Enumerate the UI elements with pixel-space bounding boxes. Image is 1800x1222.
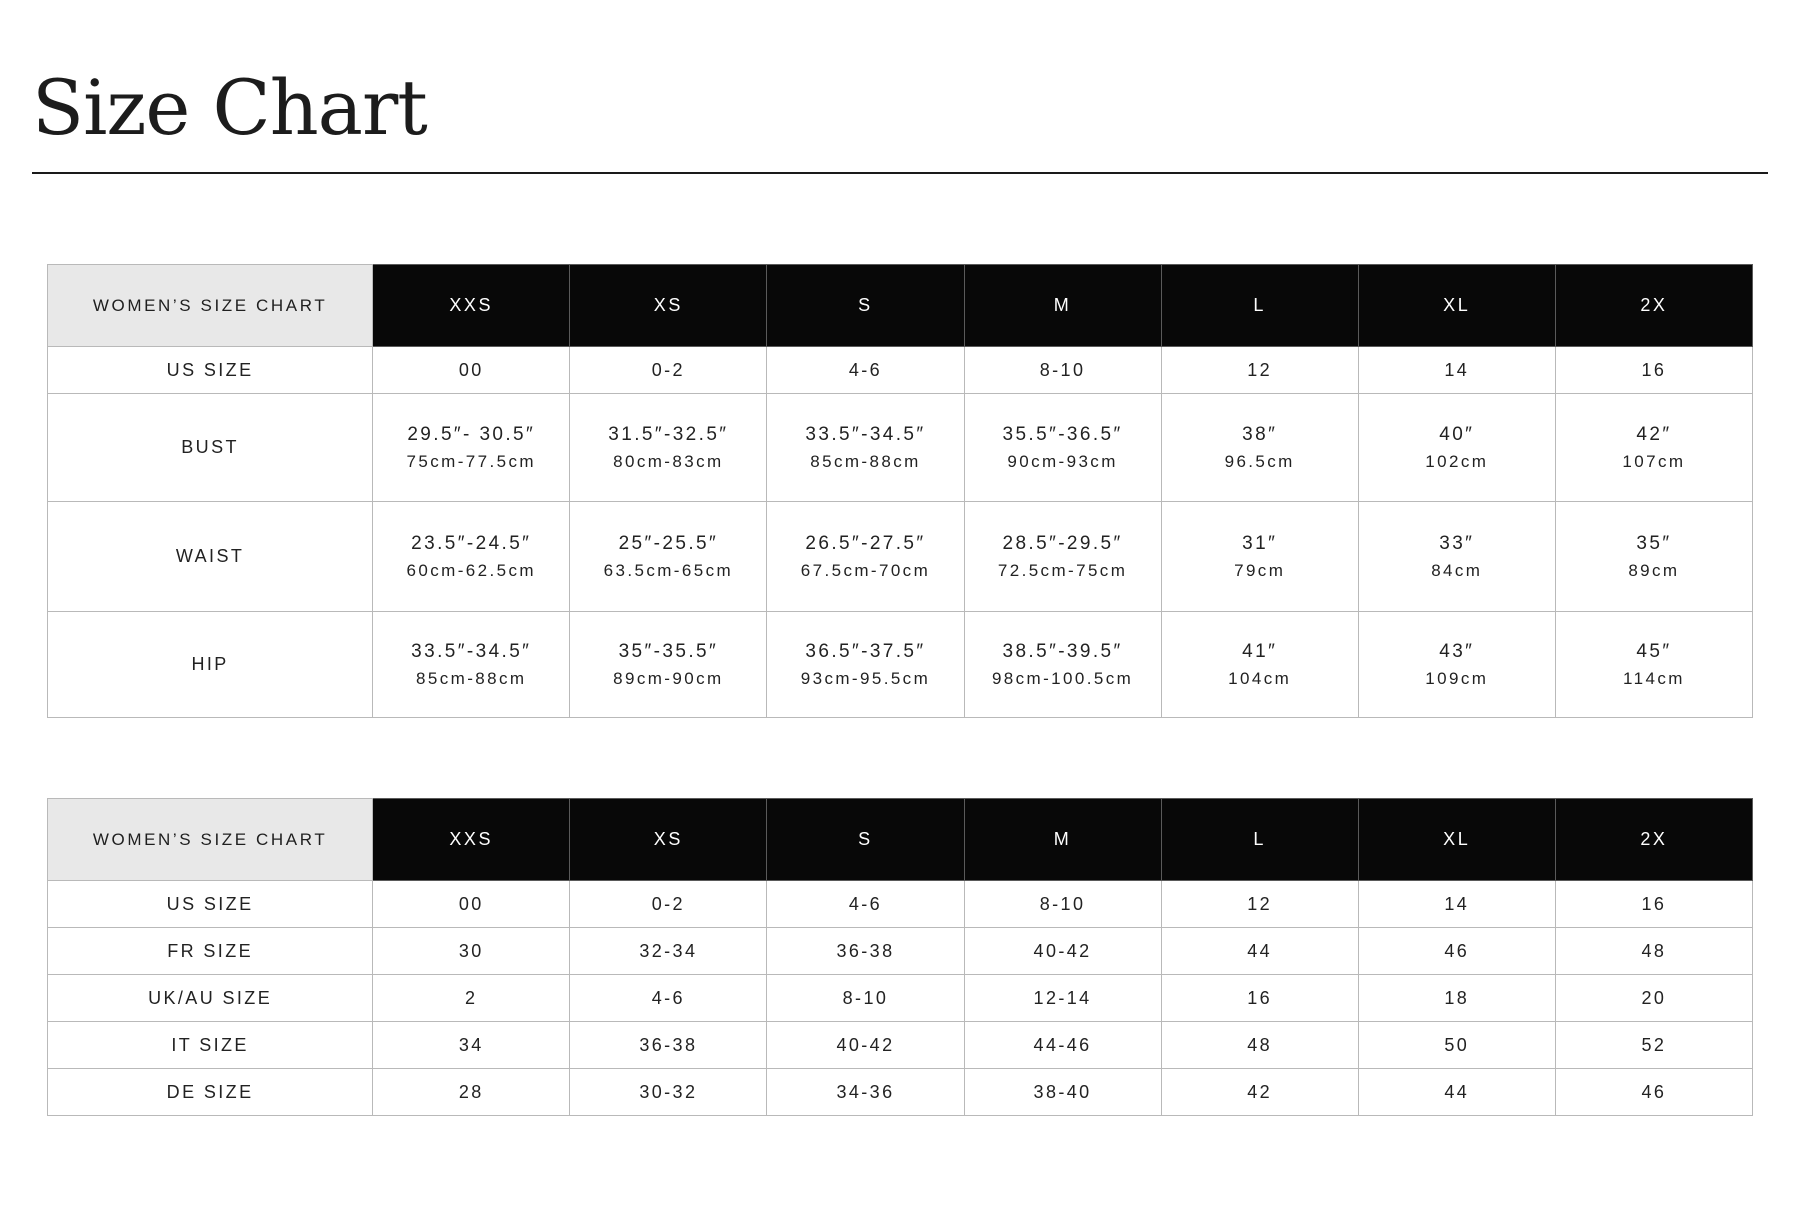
cm-value: 89cm-90cm (613, 668, 724, 688)
size-value: 28 (458, 1081, 484, 1102)
size-value: 46 (1641, 1081, 1667, 1102)
size-value-cell (1555, 347, 1752, 394)
size-value: 12 (1247, 893, 1273, 914)
size-value-cell (570, 1069, 767, 1116)
size-value: 16 (1247, 987, 1273, 1008)
size-value-cell (767, 612, 964, 718)
size-value-cell (767, 502, 964, 612)
inch-value: 26.5″-27.5″ (805, 532, 926, 554)
size-value-cell (1555, 612, 1752, 718)
size-value-cell (570, 881, 767, 928)
cm-value: 67.5cm-70cm (800, 560, 931, 580)
size-value: 34-36 (836, 1081, 895, 1102)
size-value-cell (570, 612, 767, 718)
size-value-cell (373, 928, 570, 975)
inch-value: 28.5″-29.5″ (1002, 532, 1123, 554)
size-value: 0-2 (651, 359, 685, 380)
size-value-cell (1161, 347, 1358, 394)
size-value-cell (767, 1022, 964, 1069)
chart-heading-cell: WOMEN’S SIZE CHART (48, 265, 373, 347)
size-value: 44 (1444, 1081, 1470, 1102)
size-value: 30 (458, 940, 484, 961)
size-value: 8-10 (1039, 893, 1086, 914)
size-value: 16 (1641, 893, 1667, 914)
table-row-it-size (48, 1022, 1753, 1069)
size-value: 20 (1641, 987, 1667, 1008)
inch-value: 35.5″-36.5″ (1002, 423, 1123, 445)
size-value-cell (373, 881, 570, 928)
inch-value: 38″ (1242, 423, 1278, 445)
size-value-cell (767, 881, 964, 928)
cm-value: 98cm-100.5cm (991, 668, 1134, 688)
size-value-cell (570, 928, 767, 975)
size-value-cell (1358, 347, 1555, 394)
cm-value: 96.5cm (1224, 451, 1295, 471)
row-label: HIP (48, 612, 373, 718)
size-value-cell (373, 612, 570, 718)
size-value: 4-6 (651, 987, 685, 1008)
cm-value: 85cm-88cm (416, 668, 527, 688)
cm-value: 84cm (1431, 560, 1483, 580)
size-value: 36-38 (836, 940, 895, 961)
size-value: 34 (458, 1034, 484, 1055)
size-header-row (48, 799, 1753, 881)
size-header-xl: XL (1358, 265, 1555, 347)
row-label: US SIZE (48, 347, 373, 394)
size-value-cell (767, 394, 964, 502)
inch-value: 31″ (1242, 532, 1278, 554)
page-title: Size Chart (32, 63, 427, 152)
size-value-cell (1555, 1069, 1752, 1116)
size-value-cell (570, 394, 767, 502)
size-value: 46 (1444, 940, 1470, 961)
size-value-cell (373, 1022, 570, 1069)
size-value-cell (570, 975, 767, 1022)
inch-value: 38.5″-39.5″ (1002, 640, 1123, 662)
size-value-cell (1358, 1022, 1555, 1069)
size-value-cell (1358, 881, 1555, 928)
inch-value: 40″ (1439, 423, 1475, 445)
size-value-cell (570, 347, 767, 394)
size-value: 0-2 (651, 893, 685, 914)
size-value: 38-40 (1033, 1081, 1092, 1102)
size-value-cell (964, 1069, 1161, 1116)
size-header-m: M (964, 799, 1161, 881)
size-value: 12-14 (1033, 987, 1092, 1008)
row-label: US SIZE (48, 881, 373, 928)
size-value-cell (767, 347, 964, 394)
table-row-bust (48, 394, 1753, 502)
size-value: 52 (1641, 1034, 1667, 1055)
size-header-row (48, 265, 1753, 347)
size-value: 16 (1641, 359, 1667, 380)
size-header-l: L (1161, 265, 1358, 347)
size-value-cell (373, 394, 570, 502)
row-label: WAIST (48, 502, 373, 612)
table-row-uk-au-size (48, 975, 1753, 1022)
size-header-2x: 2X (1555, 265, 1752, 347)
cm-value: 104cm (1228, 668, 1292, 688)
size-value-cell (1161, 612, 1358, 718)
cm-value: 80cm-83cm (613, 451, 724, 471)
inch-value: 45″ (1636, 640, 1672, 662)
size-value: 40-42 (1033, 940, 1092, 961)
size-value-cell (767, 928, 964, 975)
size-value-cell (1161, 881, 1358, 928)
inch-value: 31.5″-32.5″ (608, 423, 729, 445)
size-value: 48 (1641, 940, 1667, 961)
inch-value: 42″ (1636, 423, 1672, 445)
inch-value: 33.5″-34.5″ (411, 640, 532, 662)
inch-value: 36.5″-37.5″ (805, 640, 926, 662)
size-value-cell (1555, 975, 1752, 1022)
size-value-cell (1555, 394, 1752, 502)
size-value: 42 (1247, 1081, 1273, 1102)
inch-value: 29.5″- 30.5″ (407, 423, 536, 445)
size-value-cell (1555, 928, 1752, 975)
title-divider (32, 172, 1768, 174)
size-value-cell (1358, 612, 1555, 718)
size-value: 48 (1247, 1034, 1273, 1055)
size-value: 40-42 (836, 1034, 895, 1055)
cm-value: 72.5cm-75cm (997, 560, 1128, 580)
size-value-cell (1358, 394, 1555, 502)
inch-value: 35″-35.5″ (618, 640, 719, 662)
size-value: 4-6 (848, 359, 883, 380)
inch-value: 43″ (1439, 640, 1475, 662)
size-value: 18 (1444, 987, 1470, 1008)
cm-value: 89cm (1628, 560, 1680, 580)
size-value: 12 (1247, 359, 1273, 380)
row-label: FR SIZE (48, 928, 373, 975)
size-value: 30-32 (639, 1081, 698, 1102)
size-header-s: S (767, 265, 964, 347)
size-value-cell (1555, 502, 1752, 612)
size-value-cell (373, 502, 570, 612)
size-value-cell (964, 612, 1161, 718)
size-value-cell (1161, 975, 1358, 1022)
size-value: 14 (1444, 893, 1470, 914)
cm-value: 107cm (1622, 451, 1686, 471)
row-label: IT SIZE (48, 1022, 373, 1069)
size-value: 00 (458, 893, 484, 914)
size-value: 00 (458, 359, 484, 380)
inch-value: 25″-25.5″ (618, 532, 719, 554)
size-header-xs: XS (570, 265, 767, 347)
cm-value: 63.5cm-65cm (603, 560, 734, 580)
size-value-cell (1161, 394, 1358, 502)
size-header-2x: 2X (1555, 799, 1752, 881)
size-value-cell (1161, 928, 1358, 975)
size-header-m: M (964, 265, 1161, 347)
inch-value: 33.5″-34.5″ (805, 423, 926, 445)
cm-value: 114cm (1623, 668, 1685, 688)
size-value-cell (964, 928, 1161, 975)
size-value-cell (964, 347, 1161, 394)
size-value-cell (570, 502, 767, 612)
size-value-cell (767, 975, 964, 1022)
size-value: 44-46 (1033, 1034, 1092, 1055)
size-table-measurements (47, 264, 1753, 718)
row-label: DE SIZE (48, 1069, 373, 1116)
size-value-cell (767, 1069, 964, 1116)
cm-value: 79cm (1234, 560, 1286, 580)
cm-value: 93cm-95.5cm (800, 668, 931, 688)
size-value-cell (1358, 975, 1555, 1022)
size-value-cell (1555, 881, 1752, 928)
table-row-de-size (48, 1069, 1753, 1116)
size-value-cell (1161, 1022, 1358, 1069)
size-value-cell (964, 1022, 1161, 1069)
cm-value: 90cm-93cm (1007, 451, 1118, 471)
cm-value: 60cm-62.5cm (406, 560, 536, 580)
inch-value: 33″ (1439, 532, 1475, 554)
chart-heading-cell: WOMEN’S SIZE CHART (48, 799, 373, 881)
row-label: BUST (48, 394, 373, 502)
cm-value: 85cm-88cm (810, 451, 921, 471)
size-value-cell (1161, 502, 1358, 612)
cm-value: 75cm-77.5cm (406, 451, 536, 471)
size-value-cell (570, 1022, 767, 1069)
size-header-xxs: XXS (373, 265, 570, 347)
size-value-cell (964, 975, 1161, 1022)
table-row-us-size (48, 347, 1753, 394)
size-value: 8-10 (842, 987, 889, 1008)
size-value-cell (964, 502, 1161, 612)
size-value: 2 (465, 987, 478, 1008)
size-header-xxs: XXS (373, 799, 570, 881)
cm-value: 109cm (1425, 668, 1489, 688)
size-value-cell (373, 347, 570, 394)
size-value: 44 (1247, 940, 1273, 961)
size-header-xs: XS (570, 799, 767, 881)
table-row-hip (48, 612, 1753, 718)
inch-value: 23.5″-24.5″ (411, 532, 532, 554)
size-value: 32-34 (639, 940, 698, 961)
size-value: 4-6 (848, 893, 883, 914)
size-header-s: S (767, 799, 964, 881)
size-value-cell (1358, 502, 1555, 612)
size-value: 14 (1444, 359, 1470, 380)
size-value: 50 (1444, 1034, 1470, 1055)
table-row-waist (48, 502, 1753, 612)
size-value: 36-38 (639, 1034, 698, 1055)
size-value-cell (1358, 1069, 1555, 1116)
size-value-cell (373, 1069, 570, 1116)
table-row-us-size (48, 881, 1753, 928)
size-value-cell (964, 881, 1161, 928)
size-value-cell (964, 394, 1161, 502)
inch-value: 35″ (1636, 532, 1672, 554)
size-value-cell (373, 975, 570, 1022)
cm-value: 102cm (1425, 451, 1489, 471)
size-value-cell (1358, 928, 1555, 975)
size-value-cell (1161, 1069, 1358, 1116)
size-value-cell (1555, 1022, 1752, 1069)
size-table-conversions (47, 798, 1753, 1116)
table-row-fr-size (48, 928, 1753, 975)
size-header-xl: XL (1358, 799, 1555, 881)
inch-value: 41″ (1242, 640, 1278, 662)
size-header-l: L (1161, 799, 1358, 881)
row-label: UK/AU SIZE (48, 975, 373, 1022)
size-value: 8-10 (1039, 359, 1086, 380)
